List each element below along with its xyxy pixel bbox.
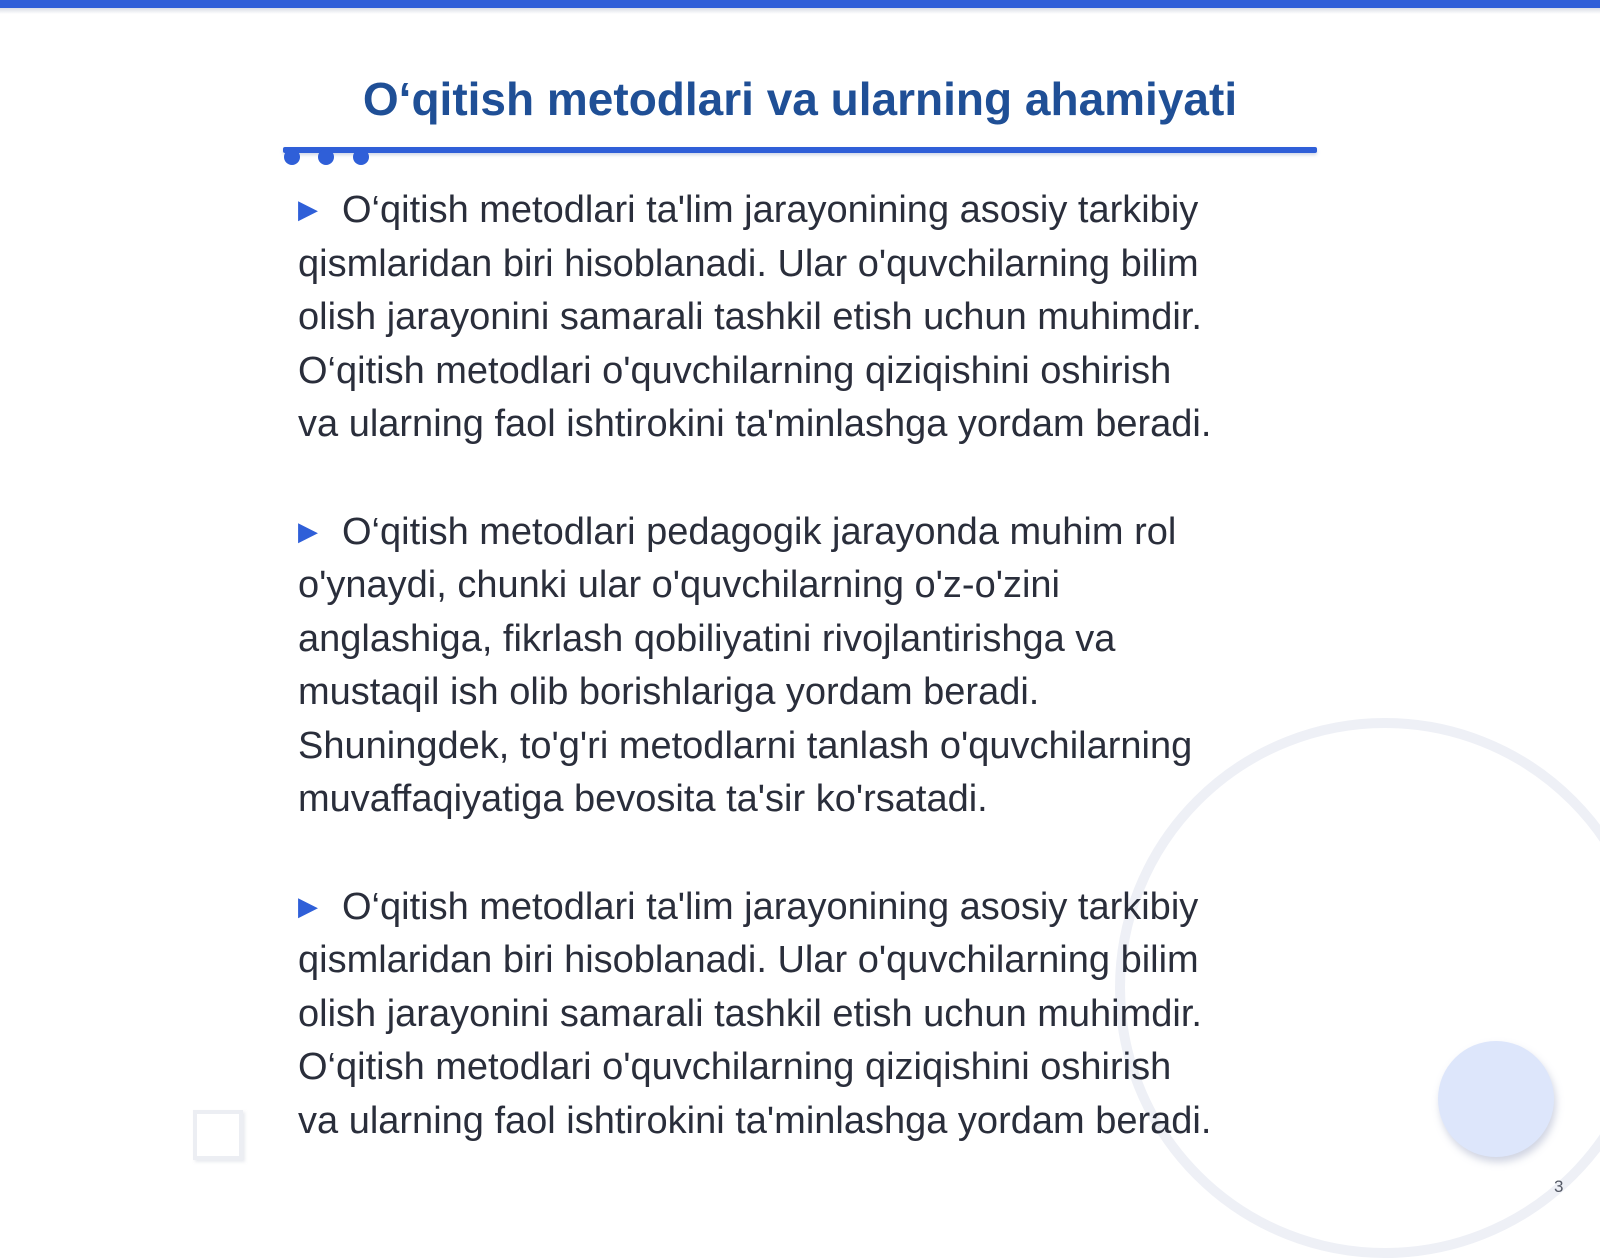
paragraph-line: mustaqil ish olib borishlariga yordam beradi. <box>298 671 1040 713</box>
bullet-triangle-icon: ▶ <box>298 890 318 921</box>
paragraph-line: muvaffaqiyatiga bevosita ta'sir ko'rsatadi. <box>298 778 988 820</box>
paragraph-line: qismlaridan biri hisoblanadi. Ular o'quvchilarning bilim <box>298 939 1199 981</box>
paragraph-line: olish jarayonini samarali tashkil etish uchun muhimdir. <box>298 992 1202 1035</box>
underline-dot-1 <box>284 149 300 165</box>
paragraph-line: olish jarayonini samarali tashkil etish uchun muhimdir. <box>298 296 1202 338</box>
paragraph-line: O‘qitish metodlari o'quvchilarning qiziqishini oshirish <box>298 1046 1172 1088</box>
paragraph-line: ▶ O‘qitish metodlari ta'lim jarayonining asosiy tarkibiy <box>298 183 1308 238</box>
paragraph-line: o'ynaydi, chunki ular o'quvchilarning o'z-o'zini <box>298 564 1060 606</box>
decorative-square <box>193 1110 243 1160</box>
paragraph-line: va ularning faol ishtirokini ta'minlashga yordam beradi. <box>298 403 1212 445</box>
decorative-circle-filled <box>1438 1041 1554 1157</box>
paragraph-line: ▶ O‘qitish metodlari pedagogik jarayonda muhim rol <box>298 505 1308 560</box>
paragraph-line: Shuningdek, to'g'ri metodlarni tanlash o'quvchilarning <box>298 724 1193 767</box>
page-number: 3 <box>1554 1177 1564 1196</box>
top-bar-shadow <box>0 8 1600 14</box>
paragraph-line: ▶ O‘qitish metodlari ta'lim jarayonining asosiy tarkibiy <box>298 880 1308 935</box>
slide-title: O‘qitish metodlari va ularning ahamiyati <box>362 73 1238 125</box>
paragraph-line: va ularning faol ishtirokini ta'minlashga yordam beradi. <box>298 1099 1212 1142</box>
slide-body <box>298 183 1308 1201</box>
paragraph-line: qismlaridan biri hisoblanadi. Ular o'quvchilarning bilim <box>298 242 1199 285</box>
title-underline <box>283 147 1317 153</box>
paragraph-line: anglashiga, fikrlash qobiliyatini rivojlantirishga va <box>298 617 1116 660</box>
underline-dot-3 <box>353 149 369 165</box>
paragraph-line: O‘qitish metodlari o'quvchilarning qiziqishini oshirish <box>298 349 1172 392</box>
underline-dot-2 <box>318 149 334 165</box>
bullet-paragraph-3 <box>298 880 1308 1149</box>
top-accent-bar <box>0 0 1600 8</box>
bullet-triangle-icon: ▶ <box>298 515 318 546</box>
bullet-paragraph-2 <box>298 505 1308 827</box>
bullet-paragraph-1 <box>298 183 1308 452</box>
bullet-triangle-icon: ▶ <box>298 194 318 224</box>
